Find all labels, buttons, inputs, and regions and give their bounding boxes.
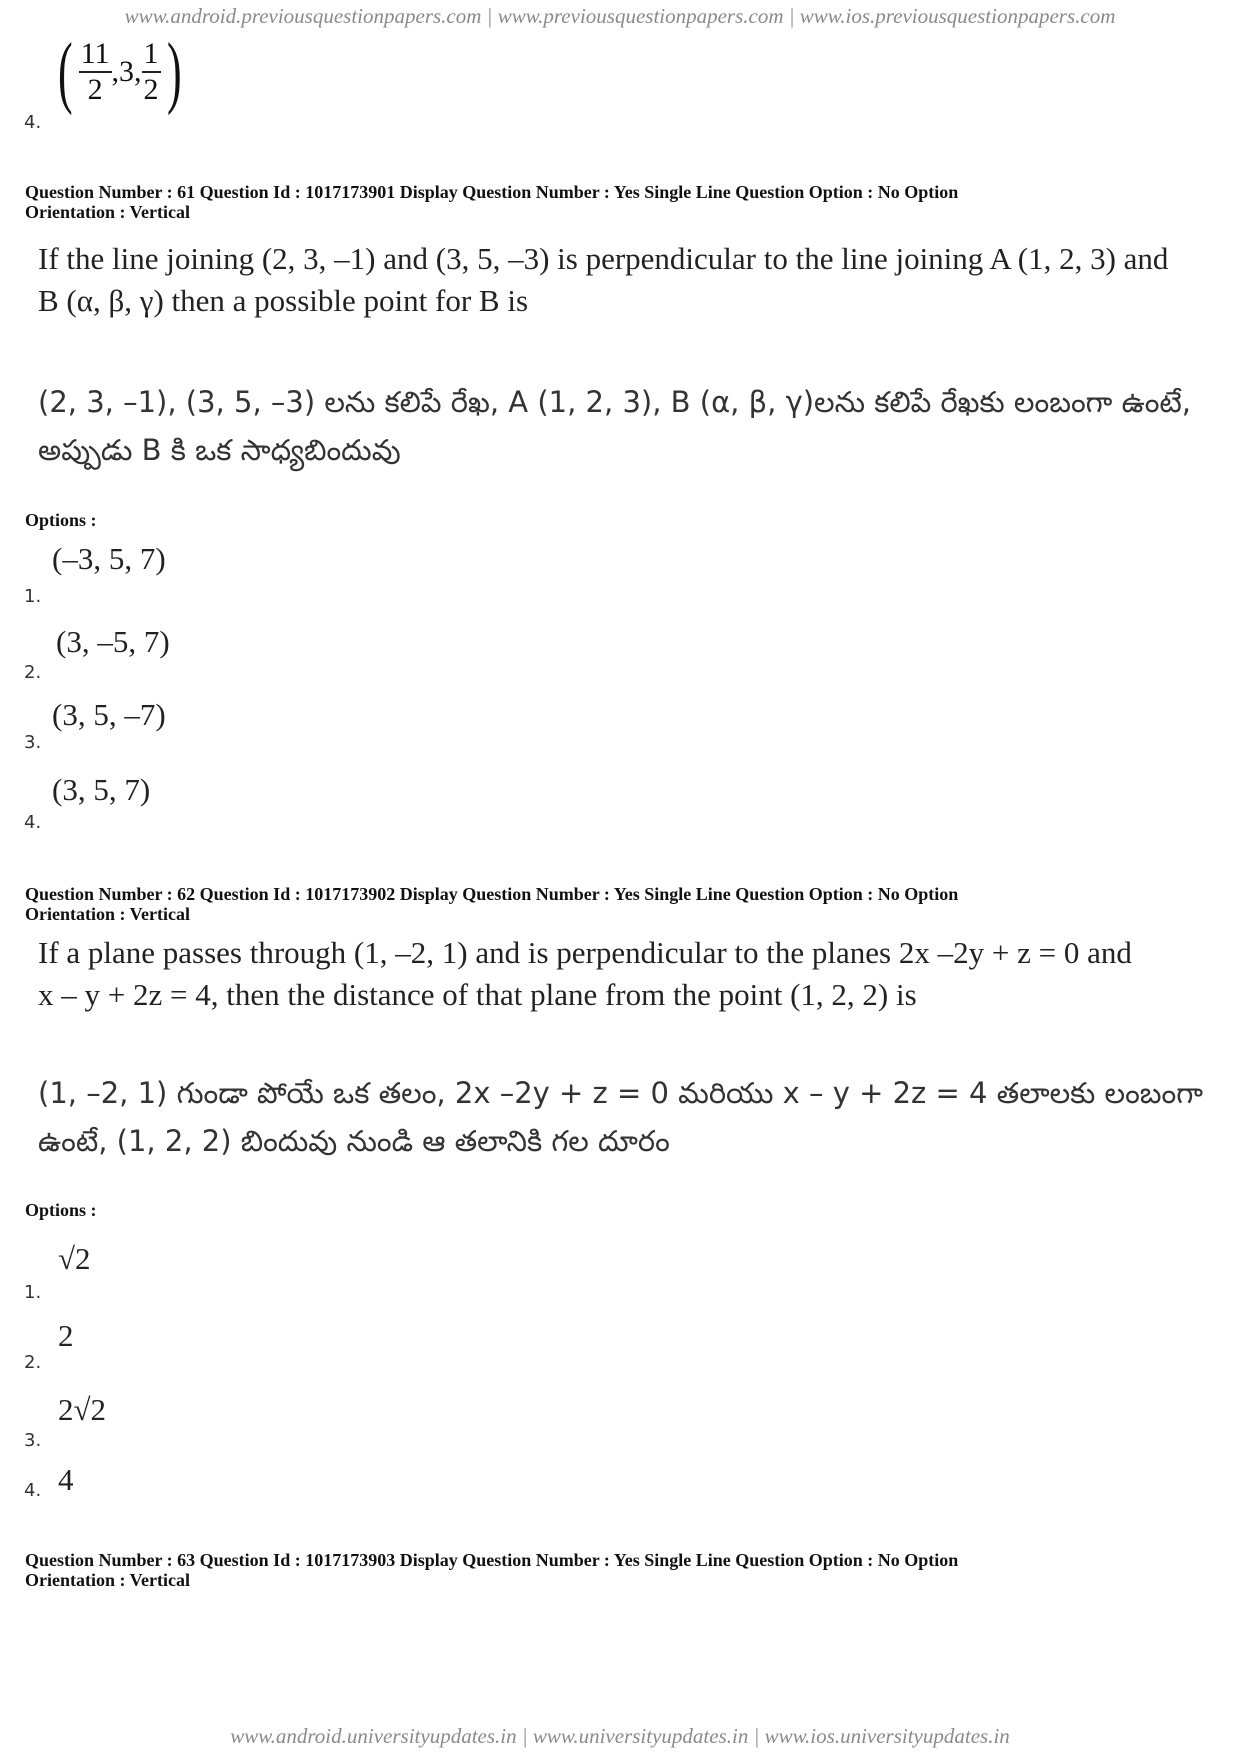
left-paren: ( <box>57 28 73 116</box>
q62-option-1-number: 1. <box>24 1282 42 1303</box>
q61-text-en-line2: B (α, β, γ) then a possible point for B is <box>38 283 529 318</box>
q61-option-1-number: 1. <box>24 586 42 607</box>
prev-option-number: 4. <box>24 112 42 133</box>
q61-meta-line1: Question Number : 61 Question Id : 1017173901 Display Question Number : Yes Single Line Question Option : No Option <box>25 182 959 202</box>
q61-option-2-number: 2. <box>24 662 42 683</box>
q62-option-4-number: 4. <box>24 1480 42 1501</box>
q61-option-3-number: 3. <box>24 732 42 753</box>
q62-option-4-value[interactable]: 4 <box>58 1462 74 1497</box>
separator: ,3, <box>111 55 142 88</box>
q62-options-label: Options : <box>25 1200 97 1220</box>
q61-text-te-line2: అప్పుడు B కి ఒక సాధ్యబిందువు <box>38 433 401 467</box>
prev-option-value <box>52 28 187 122</box>
q62-text-en-line1: If a plane passes through (1, –2, 1) and is perpendicular to the planes 2x –2y + z = 0 and <box>38 935 1132 970</box>
fraction: $\frac{1}{2}$ <box>143 37 159 106</box>
q62-option-2-value[interactable]: 2 <box>58 1318 74 1353</box>
q61-option-2-value[interactable]: (3, –5, 7) <box>56 624 170 659</box>
q62-option-1-value[interactable]: √2 <box>58 1241 91 1276</box>
right-paren: ) <box>166 28 182 116</box>
q62-option-3-value[interactable]: 2√2 <box>58 1392 107 1427</box>
q62-text-telugu <box>38 1069 1218 1165</box>
q63-meta-line1: Question Number : 63 Question Id : 1017173903 Display Question Number : Yes Single Line Question Option : No Option <box>25 1550 959 1570</box>
q62-text-en-line2: x – y + 2z = 4, then the distance of that plane from the point (1, 2, 2) is <box>38 977 917 1012</box>
q61-option-1-value[interactable]: (–3, 5, 7) <box>52 541 166 576</box>
q61-text-english <box>38 238 1218 322</box>
q62-text-english <box>38 932 1218 1016</box>
q61-text-te-line1: (2, 3, –1), (3, 5, –3) లను కలిపే రేఖ, A (1, 2, 3), B (α, β, γ)లను కలిపే రేఖకు లంబంగా ఉంటే, <box>38 385 1192 419</box>
q61-meta <box>25 182 1215 222</box>
q61-option-4-number: 4. <box>24 812 42 833</box>
q63-meta-line2: Orientation : Vertical <box>25 1570 190 1590</box>
q61-meta-line2: Orientation : Vertical <box>25 202 190 222</box>
header-banner: www.android.previousquestionpapers.com | www.previousquestionpapers.com | www.ios.previousquestionpapers.com <box>124 4 1116 28</box>
q62-option-2-number: 2. <box>24 1352 42 1373</box>
q62-option-3-number: 3. <box>24 1430 42 1451</box>
q62-meta-line2: Orientation : Vertical <box>25 904 190 924</box>
q62-meta-line1: Question Number : 62 Question Id : 1017173902 Display Question Number : Yes Single Line Question Option : No Option <box>25 884 959 904</box>
q61-text-en-line1: If the line joining (2, 3, –1) and (3, 5, –3) is perpendicular to the line joining A (1, 2, 3) and <box>38 241 1169 276</box>
q63-meta <box>25 1550 1215 1590</box>
q62-text-te-line1: (1, –2, 1) గుండా పోయే ఒక తలం, 2x –2y + z = 0 మరియు x – y + 2z = 4 తలాలకు లంబంగా <box>38 1076 1203 1110</box>
footer-banner: www.android.universityupdates.in | www.universityupdates.in | www.ios.universityupdates.in <box>230 1724 1010 1748</box>
q61-option-3-value[interactable]: (3, 5, –7) <box>52 697 166 732</box>
q61-text-telugu <box>38 378 1218 474</box>
q61-options-label: Options : <box>25 510 97 530</box>
q61-option-4-value[interactable]: (3, 5, 7) <box>52 772 151 807</box>
q62-meta <box>25 884 1215 924</box>
q62-text-te-line2: ఉంటే, (1, 2, 2) బిందువు నుండి ఆ తలానికి గల దూరం <box>38 1124 670 1158</box>
fraction: $\frac{11}{2}$ <box>80 37 110 106</box>
